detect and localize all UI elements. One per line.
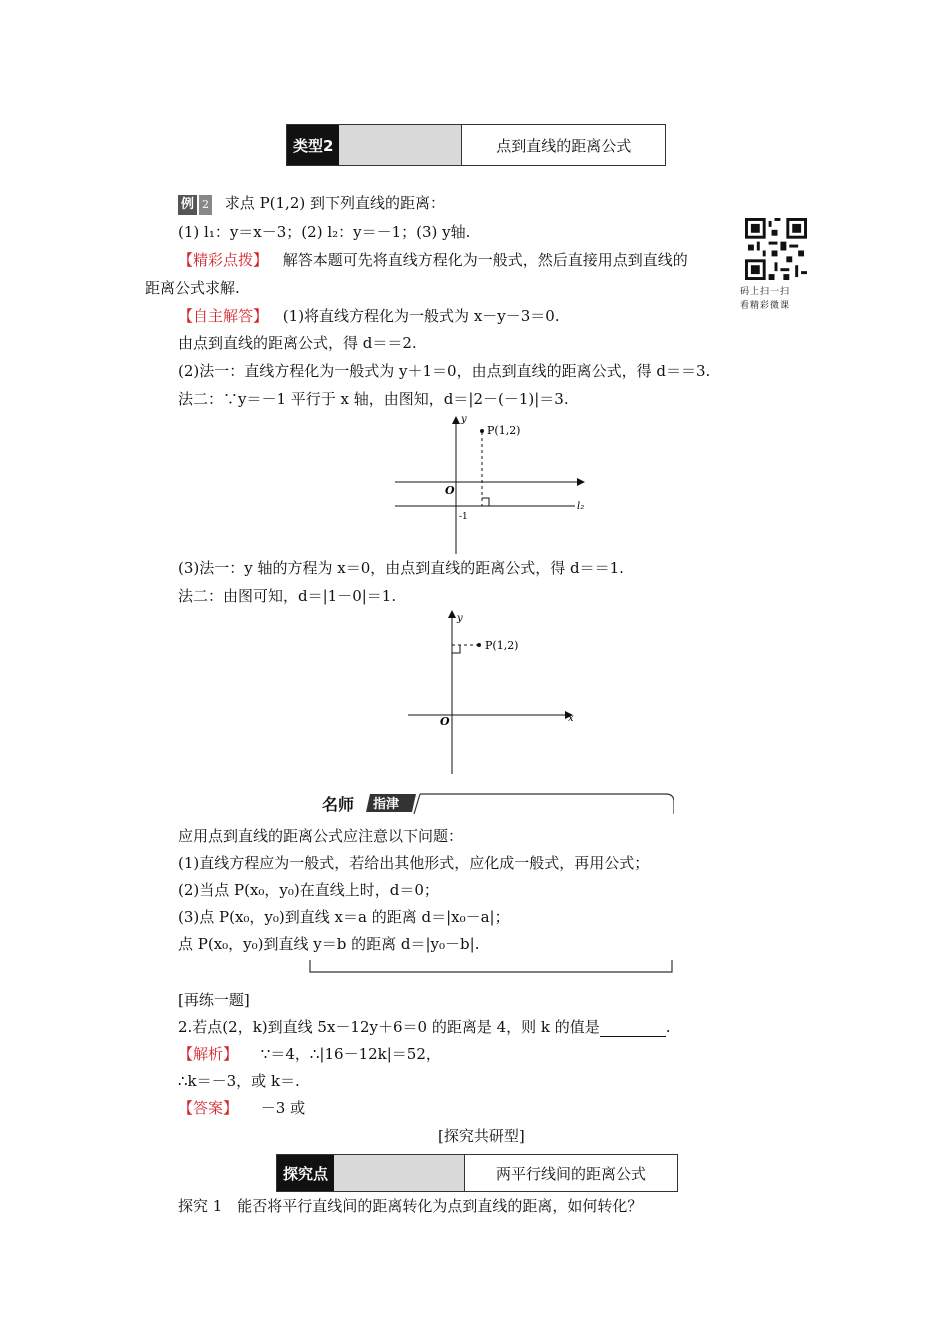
solution-1b: 由点到直线的距离公式，得 d＝＝2.: [178, 334, 417, 352]
fig2-point-label: P(1,2): [485, 639, 519, 652]
example-parts: (1) l₁：y＝x－3；(2) l₂：y＝－1；(3) y轴.: [178, 223, 471, 241]
hint-label: 【精彩点拨】: [178, 251, 269, 269]
solution-1: (1)将直线方程化为一般式为 x－y－3＝0.: [282, 307, 560, 325]
fig1-origin: O: [445, 484, 455, 497]
explore-header: [276, 1154, 678, 1192]
explore-title: 两平行线间的距离公式: [464, 1155, 677, 1191]
tips-item-4: 点 P(x₀，y₀)到直线 y＝b 的距离 d＝|y₀－b|.: [178, 935, 480, 953]
tips-item-2: (2)当点 P(x₀，y₀)在直线上时，d＝0；: [178, 881, 439, 899]
example-prompt: 求点 P(1,2) 到下列直线的距离：: [224, 194, 445, 212]
fig1-tick-label: -1: [459, 512, 468, 522]
tips-title-b: 指津: [373, 797, 400, 812]
solution-3b: 法二：由图可知，d＝|1－0|＝1.: [178, 587, 397, 605]
hint-line: [178, 250, 688, 270]
solution-line-1: [178, 306, 560, 326]
practice-question-end: .: [665, 1018, 671, 1036]
example-prompt-line: [178, 193, 445, 215]
tips-item-3: (3)点 P(x₀，y₀)到直线 x＝a 的距离 d＝|x₀－a|；: [178, 908, 510, 926]
explore-tag-bar: [334, 1155, 464, 1191]
explore-question: 探究 1 能否将平行直线间的距离转化为点到直线的距离，如何转化？: [178, 1197, 643, 1215]
qr-code-icon: [745, 218, 807, 280]
solution-2b: 法二：∵y＝－1 平行于 x 轴，由图知，d＝|2－(－1)|＝3.: [178, 390, 569, 408]
fig1-y-label: y: [461, 414, 467, 425]
analysis-line: [178, 1044, 441, 1064]
tips-intro: 应用点到直线的距离公式应注意以下问题：: [178, 827, 464, 845]
section-tag: 类型2: [287, 125, 339, 165]
fig2-origin: O: [440, 715, 450, 728]
tips-item-1: (1)直线方程应为一般式，若给出其他形式，应化成一般式，再用公式；: [178, 854, 650, 872]
solution-label: 【自主解答】: [178, 307, 269, 325]
fig1-line-label: l₂: [577, 501, 585, 512]
fig2-y-label: y: [457, 613, 463, 624]
solution-2: (2)法一：直线方程化为一般式为 y＋1＝0，由点到直线的距离公式，得 d＝＝3.: [178, 362, 711, 380]
type-heading: [探究共研型]: [438, 1127, 525, 1145]
section-tag-bar: [339, 125, 461, 165]
practice-question-text: 2.若点(2，k)到直线 5x－12y＋6＝0 的距离是 4，则 k 的值是: [178, 1018, 600, 1036]
example-badge: 例: [178, 195, 197, 215]
analysis-text: ∵＝4，∴|16－12k|＝52，: [260, 1045, 441, 1063]
analysis-continuation: ∴k＝－3，或 k＝.: [178, 1072, 300, 1090]
example-number: 2: [199, 195, 212, 215]
fig2-x-label: x: [568, 713, 574, 724]
practice-question: [178, 1017, 671, 1037]
practice-heading: [再练一题]: [178, 991, 250, 1009]
qr-caption-2: 看精彩微课: [740, 301, 791, 311]
section-title: 点到直线的距离公式: [461, 125, 665, 165]
fig1-point-label: P(1,2): [487, 424, 521, 437]
tips-title-a: 名师: [322, 795, 355, 814]
analysis-label: 【解析】: [178, 1045, 239, 1063]
answer-label: 【答案】: [178, 1099, 239, 1117]
answer-text: －3 或: [260, 1099, 306, 1117]
explore-tag: 探究点: [277, 1155, 334, 1191]
hint-text: 解答本题可先将直线方程化为一般式，然后直接用点到直线的: [282, 251, 688, 269]
section-header: [286, 124, 666, 166]
hint-continuation: 距离公式求解.: [145, 279, 240, 297]
answer-line: [178, 1098, 305, 1118]
qr-caption-1: 码上扫一扫: [740, 287, 791, 297]
answer-blank: [600, 1021, 666, 1037]
figure-1: [395, 412, 595, 554]
figure-2: [405, 606, 585, 774]
solution-3: (3)法一：y 轴的方程为 x＝0，由点到直线的距离公式，得 d＝＝1.: [178, 559, 624, 577]
